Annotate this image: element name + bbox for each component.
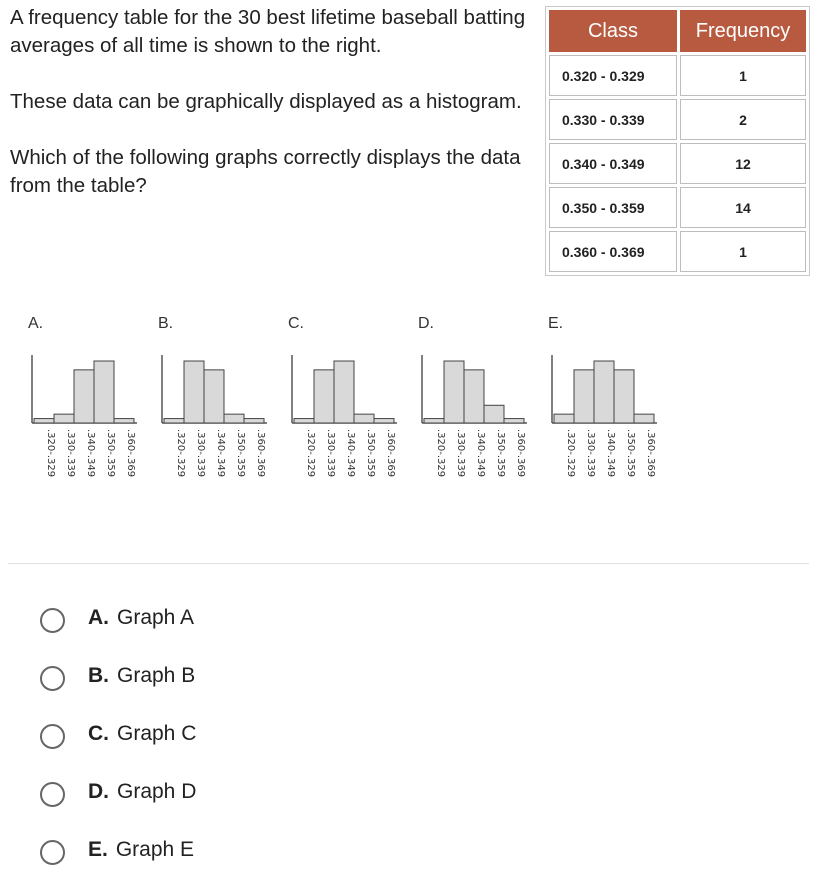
graph-d-bar: [444, 361, 464, 423]
graph-e-label: E.: [548, 315, 564, 332]
option-text: Graph E: [115, 838, 195, 861]
header-class: Class: [549, 10, 677, 52]
graph-c-bar: [374, 419, 394, 423]
graph-d-histogram: [418, 345, 533, 495]
graph-d-tick-label: .330-.339: [455, 429, 466, 478]
radio-button[interactable]: [40, 724, 65, 749]
graph-a-bar: [34, 419, 54, 423]
header-frequency: Frequency: [680, 10, 806, 52]
graph-b-bar: [224, 414, 244, 423]
graph-d-tick-label: .320-.329: [435, 429, 446, 478]
option-text: Graph A: [117, 606, 195, 629]
option-letter: B.: [88, 664, 109, 687]
option-e[interactable]: [0, 834, 400, 874]
graph-e-bar: [634, 414, 654, 423]
option-c[interactable]: [0, 718, 400, 758]
graph-c-bar: [334, 361, 354, 423]
graph-c-tick-label: .360-.369: [385, 429, 396, 478]
graph-a-tick-label: .330-.339: [65, 429, 76, 478]
graph-d-tick-label: .350-.359: [495, 429, 506, 478]
class-cell: 0.360 - 0.369: [549, 231, 677, 272]
graph-c-tick-label: .320-.329: [305, 429, 316, 478]
graph-d-bar: [484, 405, 504, 423]
frequency-cell: 12: [680, 143, 806, 184]
graph-a-tick-label: .350-.359: [105, 429, 116, 478]
graph-e-tick-label: .320-.329: [565, 429, 576, 478]
graph-a-tick-label: .320-.329: [45, 429, 56, 478]
section-divider: [8, 563, 809, 564]
question-paragraph-3: Which of the following graphs correctly displays the data from the table?: [10, 146, 521, 197]
graph-d-tick-label: .360-.369: [515, 429, 526, 478]
graph-e-bar: [594, 361, 614, 423]
graph-a-histogram: [28, 345, 143, 495]
frequency-cell: 1: [680, 55, 806, 96]
graph-b-tick-label: .340-.349: [215, 429, 226, 478]
radio-button[interactable]: [40, 782, 65, 807]
graph-c-tick-label: .340-.349: [345, 429, 356, 478]
graph-a-bar: [74, 370, 94, 423]
graph-a-bar: [114, 419, 134, 423]
class-cell: 0.320 - 0.329: [549, 55, 677, 96]
table-header-row: [549, 10, 806, 52]
option-d[interactable]: [0, 776, 400, 816]
option-letter: A.: [88, 606, 109, 629]
graph-b-tick-label: .320-.329: [175, 429, 186, 478]
graph-d-bar: [424, 419, 444, 423]
graph-d-label: D.: [418, 315, 434, 332]
question-prompt: [10, 4, 540, 200]
option-a[interactable]: [0, 602, 400, 642]
frequency-cell: 1: [680, 231, 806, 272]
frequency-table: [545, 6, 810, 276]
table-row: [549, 55, 806, 96]
question-paragraph-1: A frequency table for the 30 best lifetime baseball batting averages of all time is shown to the right.: [10, 6, 526, 57]
option-letter: D.: [88, 780, 109, 803]
option-letter: C.: [88, 722, 109, 745]
graph-c-histogram: [288, 345, 403, 495]
graph-a-tick-label: .360-.369: [125, 429, 136, 478]
graph-c-bar: [294, 419, 314, 423]
radio-button[interactable]: [40, 840, 65, 865]
graph-e-tick-label: .340-.349: [605, 429, 616, 478]
radio-button[interactable]: [40, 608, 65, 633]
graph-a-label: A.: [28, 315, 44, 332]
class-cell: 0.350 - 0.359: [549, 187, 677, 228]
option-letter: E.: [88, 838, 108, 861]
graph-e-tick-label: .350-.359: [625, 429, 636, 478]
graph-e-bar: [554, 414, 574, 423]
graph-c-bar: [354, 414, 374, 423]
class-cell: 0.340 - 0.349: [549, 143, 677, 184]
graph-b-label: B.: [158, 315, 174, 332]
graph-b-tick-label: .330-.339: [195, 429, 206, 478]
radio-button[interactable]: [40, 666, 65, 691]
table-row: [549, 143, 806, 184]
graph-e-tick-label: .360-.369: [645, 429, 656, 478]
graph-b-tick-label: .350-.359: [235, 429, 246, 478]
graph-a-bar: [94, 361, 114, 423]
graph-e-tick-label: .330-.339: [585, 429, 596, 478]
graph-a-tick-label: .340-.349: [85, 429, 96, 478]
graph-c-tick-label: .330-.339: [325, 429, 336, 478]
graph-c-label: C.: [288, 315, 304, 332]
option-text: Graph C: [117, 722, 197, 745]
graph-d-tick-label: .340-.349: [475, 429, 486, 478]
graph-d-bar: [464, 370, 484, 423]
question-paragraph-2: These data can be graphically displayed as a histogram.: [10, 90, 522, 113]
option-text: Graph B: [117, 664, 196, 687]
graph-a-bar: [54, 414, 74, 423]
option-b[interactable]: [0, 660, 400, 700]
frequency-cell: 14: [680, 187, 806, 228]
table-row: [549, 231, 806, 272]
graph-choices: [0, 305, 817, 505]
graph-b-bar: [164, 419, 184, 423]
graph-d-bar: [504, 419, 524, 423]
table-row: [549, 99, 806, 140]
graph-b-tick-label: .360-.369: [255, 429, 266, 478]
graph-c-tick-label: .350-.359: [365, 429, 376, 478]
graph-e-bar: [614, 370, 634, 423]
graph-b-bar: [204, 370, 224, 423]
graph-b-histogram: [158, 345, 273, 495]
graph-e-histogram: [548, 345, 663, 495]
class-cell: 0.330 - 0.339: [549, 99, 677, 140]
graph-e-bar: [574, 370, 594, 423]
graph-c-bar: [314, 370, 334, 423]
option-text: Graph D: [117, 780, 197, 803]
graph-b-bar: [244, 419, 264, 423]
frequency-cell: 2: [680, 99, 806, 140]
graph-b-bar: [184, 361, 204, 423]
table-row: [549, 187, 806, 228]
